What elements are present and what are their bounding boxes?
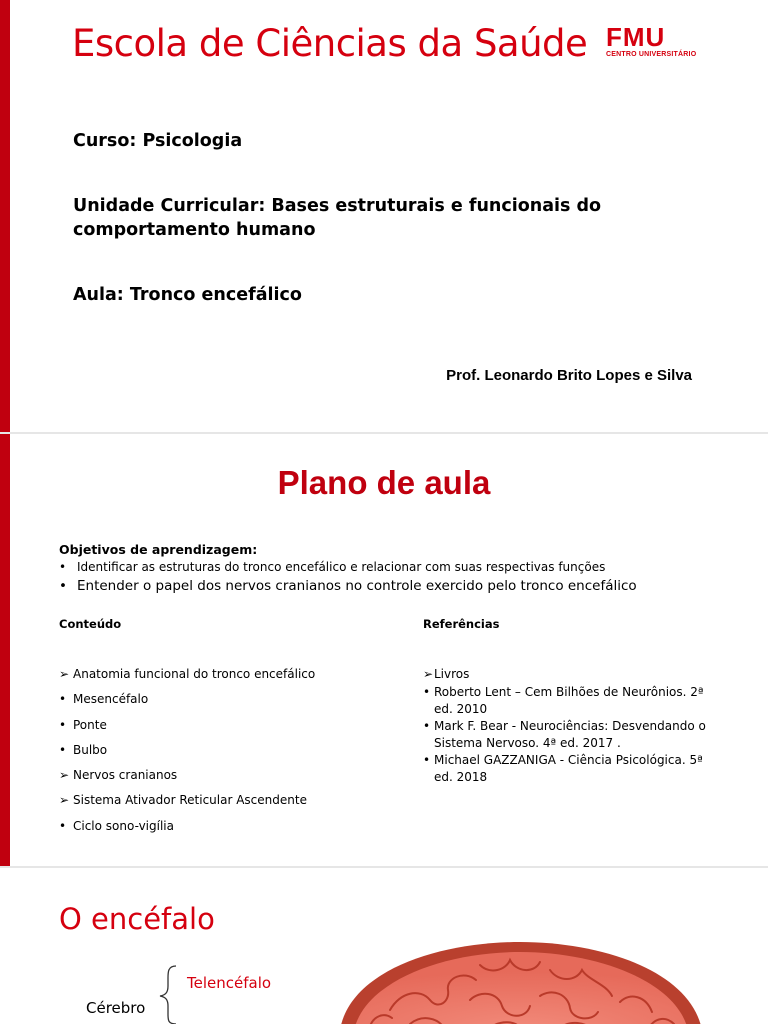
content-item-text: Sistema Ativador Reticular Ascendente — [73, 793, 307, 808]
reference-item — [423, 752, 723, 786]
reference-item — [423, 684, 723, 718]
objectives-list — [59, 559, 637, 596]
reference-text: Mark F. Bear - Neurociências: Desvendando o Sistema Nervoso. 4ª ed. 2017 . — [434, 719, 706, 750]
slide-title — [0, 0, 768, 432]
school-title: Escola de Ciências da Saúde — [72, 22, 588, 65]
reference-text: Roberto Lent – Cem Bilhões de Neurônios. 2ª ed. 2010 — [434, 685, 704, 716]
content-item — [59, 717, 315, 742]
references-heading: Referências — [423, 617, 500, 631]
content-item-text: Ponte — [73, 717, 107, 732]
objective-item: • Identificar as estruturas do tronco encefálico e relacionar com suas respectivas funções — [59, 559, 637, 576]
reference-item — [423, 718, 723, 752]
list-marker: • — [59, 742, 67, 757]
list-marker: • — [423, 685, 431, 699]
content-heading: Conteúdo — [59, 617, 122, 631]
professor-name: Prof. Leonardo Brito Lopes e Silva — [446, 367, 692, 384]
list-marker: • — [59, 818, 67, 833]
objectives-heading: Objetivos de aprendizagem: — [59, 542, 258, 557]
content-item — [59, 792, 315, 817]
list-marker: ➢ — [59, 768, 70, 783]
logo-subtitle: CENTRO UNIVERSITÁRIO — [606, 51, 697, 58]
curly-brace-icon — [154, 964, 184, 1024]
list-marker: • — [423, 719, 431, 733]
content-item-text: Anatomia funcional do tronco encefálico — [73, 667, 316, 681]
course-label: Curso: Psicologia — [73, 131, 243, 151]
left-accent-bar — [0, 0, 10, 432]
lesson-label: Aula: Tronco encefálico — [73, 285, 302, 305]
content-item — [59, 818, 315, 843]
curricular-unit-label: Unidade Curricular: Bases estruturais e funcionais do comportamento humano — [73, 196, 602, 240]
content-item-text: Ciclo sono-vigília — [73, 818, 174, 833]
content-item — [59, 742, 315, 767]
content-item-text: Bulbo — [73, 742, 108, 757]
reference-item — [423, 666, 723, 683]
list-marker: • — [59, 717, 67, 732]
objective-item: • Entender o papel dos nervos cranianos no controle exercido pelo tronco encefálico — [59, 576, 637, 596]
reference-text: Livros — [434, 667, 470, 681]
content-item-text: Nervos cranianos — [73, 768, 178, 783]
references-list — [423, 666, 723, 786]
brain-illustration — [330, 940, 710, 1024]
list-marker: ➢ — [59, 793, 70, 808]
content-item — [59, 666, 315, 691]
slide-encephalon — [0, 868, 768, 1024]
content-list — [59, 666, 315, 843]
list-marker: • — [59, 692, 67, 707]
content-item-text: Mesencéfalo — [73, 692, 149, 707]
content-item — [59, 691, 315, 716]
telencefalo-label: Telencéfalo — [187, 974, 272, 992]
cerebro-label: Cérebro — [86, 999, 146, 1017]
list-marker: ➢ — [59, 667, 70, 681]
slide-lesson-plan — [0, 434, 768, 866]
slide-heading: O encéfalo — [59, 902, 215, 936]
reference-text: Michael GAZZANIGA - Ciência Psicológica. 5ª ed. 2018 — [434, 753, 703, 784]
slide-heading: Plano de aula — [277, 464, 491, 501]
list-marker: ➢ — [423, 667, 434, 681]
content-item — [59, 767, 315, 792]
fmu-logo — [606, 22, 697, 62]
logo-text: FMU — [606, 22, 666, 52]
list-marker: • — [423, 753, 431, 767]
